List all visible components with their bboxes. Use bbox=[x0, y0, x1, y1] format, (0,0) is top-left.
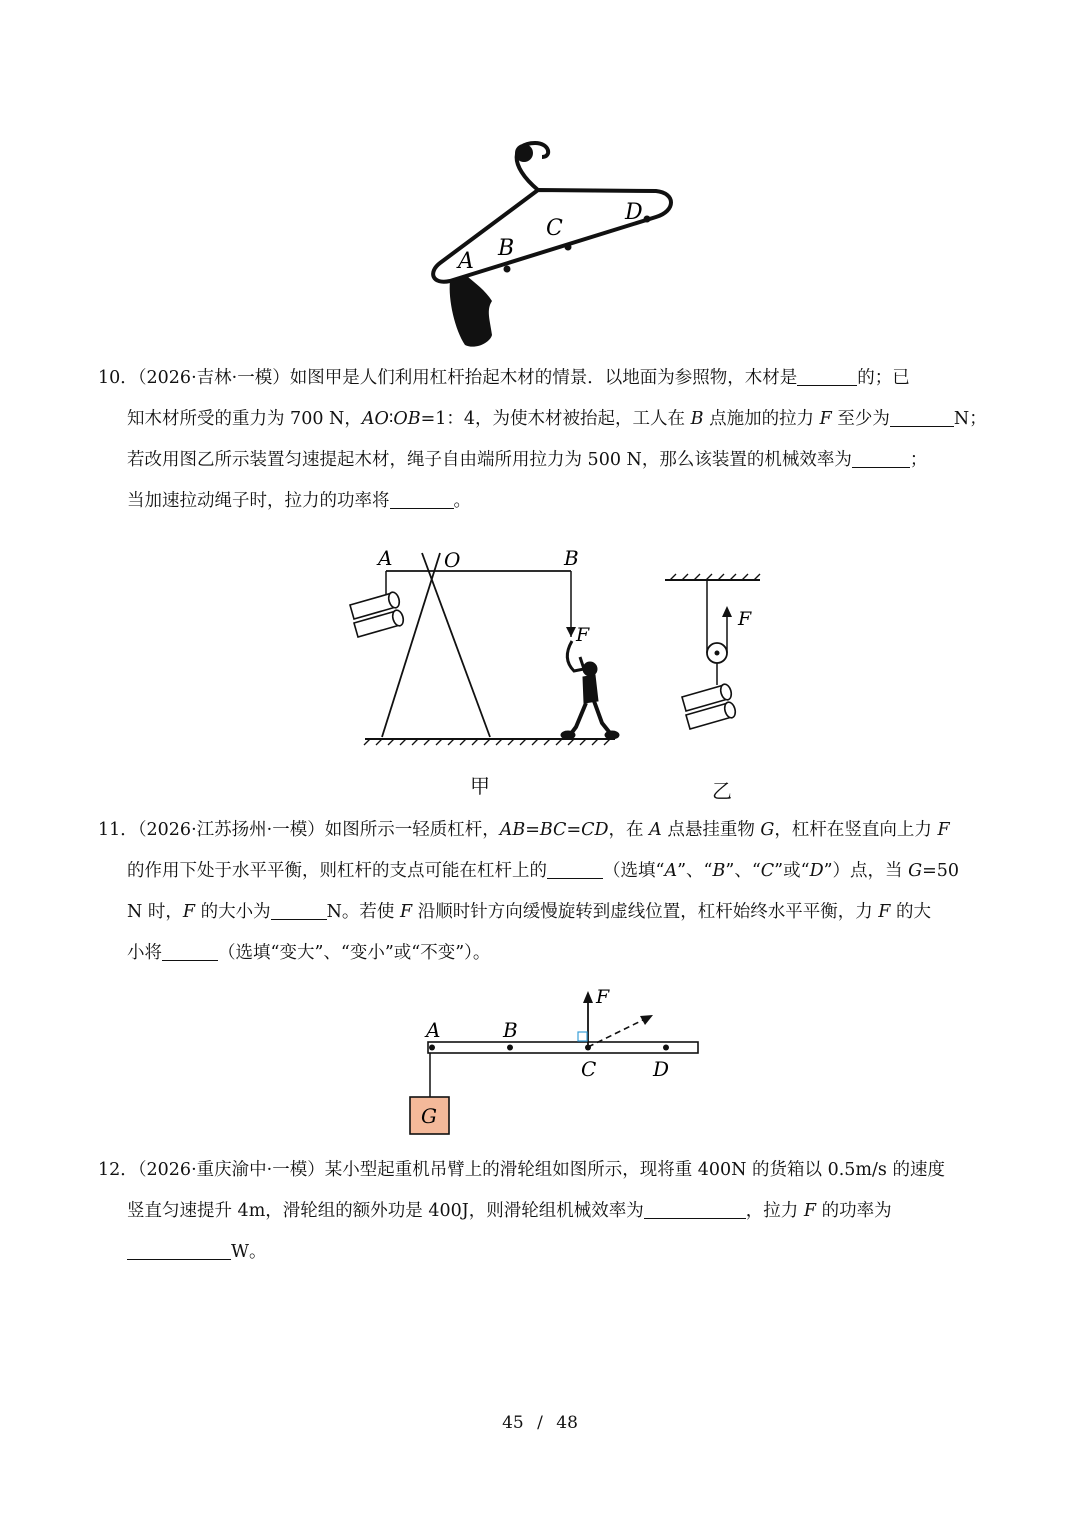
question-number: 10． bbox=[98, 368, 138, 388]
question-11 bbox=[98, 810, 988, 974]
q10-line3: 若改用图乙所示装置匀速提起木材，绳子自由端所用拉力为 500 N，那么该装置的机械效率为 ； bbox=[127, 450, 928, 470]
answer-blank[interactable] bbox=[390, 490, 454, 509]
q10-line4: 当加速拉动绳子时，拉力的功率将 。 bbox=[127, 491, 471, 511]
label-a: A bbox=[458, 249, 474, 274]
answer-blank[interactable] bbox=[271, 901, 327, 920]
page-separator: / bbox=[537, 1413, 543, 1433]
q12-line1: 12．（2026·重庆渝中·一模）某小型起重机吊臂上的滑轮组如图所示，现将重 400N 的货箱以 0.5m/s 的速度 bbox=[98, 1160, 945, 1180]
page-total: 48 bbox=[556, 1413, 578, 1433]
answer-blank[interactable] bbox=[162, 942, 218, 961]
question-number: 12． bbox=[98, 1160, 138, 1180]
question-10 bbox=[98, 358, 988, 522]
question-source: （2026·重庆渝中·一模） bbox=[137, 1160, 325, 1180]
question-source: （2026·江苏扬州·一模） bbox=[137, 820, 325, 840]
q11-line1: 11．（2026·江苏扬州·一模）如图所示一轻质杠杆，AB=BC=CD，在 A 点悬挂重物 G，杠杆在竖直向上力 F bbox=[98, 820, 950, 840]
log-bundle-yi bbox=[682, 683, 737, 729]
lever-bar bbox=[428, 1042, 698, 1053]
figure-q11-lever bbox=[400, 985, 710, 1135]
point-d-dot bbox=[663, 1045, 669, 1051]
hanger-hook-knob bbox=[515, 144, 533, 162]
label-b: B bbox=[498, 236, 515, 261]
right-angle-mark bbox=[578, 1032, 587, 1041]
caption-yi: 乙 bbox=[712, 779, 732, 803]
page-footer bbox=[0, 1413, 1080, 1433]
label-a: A bbox=[426, 1018, 441, 1042]
q12-line3: W。 bbox=[98, 1232, 988, 1273]
answer-blank[interactable] bbox=[127, 1241, 231, 1260]
figure-jia bbox=[340, 545, 630, 750]
answer-blank[interactable] bbox=[644, 1200, 746, 1219]
label-d: D bbox=[625, 200, 643, 225]
label-c: C bbox=[546, 216, 563, 241]
label-f: F bbox=[576, 624, 590, 646]
answer-blank[interactable] bbox=[797, 367, 857, 386]
point-c-dot bbox=[565, 244, 572, 251]
q11-line2: 的作用下处于水平平衡，则杠杆的支点可能在杠杆上的 （选填“A”、“B”、“C”或“D”）点，当 G=50 bbox=[127, 861, 960, 881]
force-arrow-head bbox=[566, 627, 576, 637]
answer-blank[interactable] bbox=[852, 449, 910, 468]
hanger-figure bbox=[420, 135, 690, 350]
q11-line4: 小将 （选填“变大”、“变小”或“不变”）。 bbox=[127, 943, 491, 963]
worker-figure bbox=[561, 641, 619, 739]
caption-jia: 甲 bbox=[470, 774, 490, 798]
label-b: B bbox=[564, 546, 579, 570]
q12-line2: 竖直匀速提升 4m，滑轮组的额外功是 400J，则滑轮组机械效率为 ，拉力 F 的功率为 bbox=[127, 1201, 892, 1221]
point-b-dot bbox=[507, 1045, 513, 1051]
q11-line3: N 时，F 的大小为 N。若使 F 沿顺时针方向缓慢旋转到虚线位置，杠杆始终水平平衡，力 F 的大 bbox=[127, 902, 932, 922]
question-12 bbox=[98, 1150, 988, 1273]
question-number: 11． bbox=[98, 820, 138, 840]
force-arrow-head bbox=[583, 991, 593, 1003]
point-d-dot bbox=[644, 216, 651, 223]
question-source: （2026·吉林·一模） bbox=[137, 368, 290, 388]
label-f: F bbox=[596, 986, 610, 1008]
point-b-dot bbox=[504, 266, 511, 273]
page-current: 45 bbox=[502, 1413, 524, 1433]
label-d: D bbox=[653, 1057, 670, 1081]
answer-blank[interactable] bbox=[547, 860, 603, 879]
hanging-cloth bbox=[450, 277, 492, 347]
label-a: A bbox=[378, 546, 393, 570]
label-b: B bbox=[503, 1018, 518, 1042]
figure-yi bbox=[660, 565, 770, 750]
label-c: C bbox=[581, 1057, 597, 1081]
q10-line1: 10．（2026·吉林·一模）如图甲是人们利用杠杆抬起木材的情景．以地面为参照物，木材是 的；已 bbox=[98, 368, 910, 388]
q10-line2: 知木材所受的重力为 700 N，AO∶OB=1：4，为使木材被抬起，工人在 B 点施加的拉力 F 至少为 N； bbox=[127, 409, 987, 429]
force-arrow-head bbox=[722, 606, 732, 617]
pulley-axle bbox=[715, 651, 720, 656]
log-bundle-jia bbox=[350, 591, 405, 637]
label-g: G bbox=[421, 1104, 437, 1128]
answer-blank[interactable] bbox=[890, 408, 954, 427]
point-a-dot bbox=[429, 1045, 435, 1051]
label-f: F bbox=[738, 608, 752, 630]
label-o: O bbox=[444, 548, 461, 572]
tripod-leg-right bbox=[422, 553, 490, 737]
